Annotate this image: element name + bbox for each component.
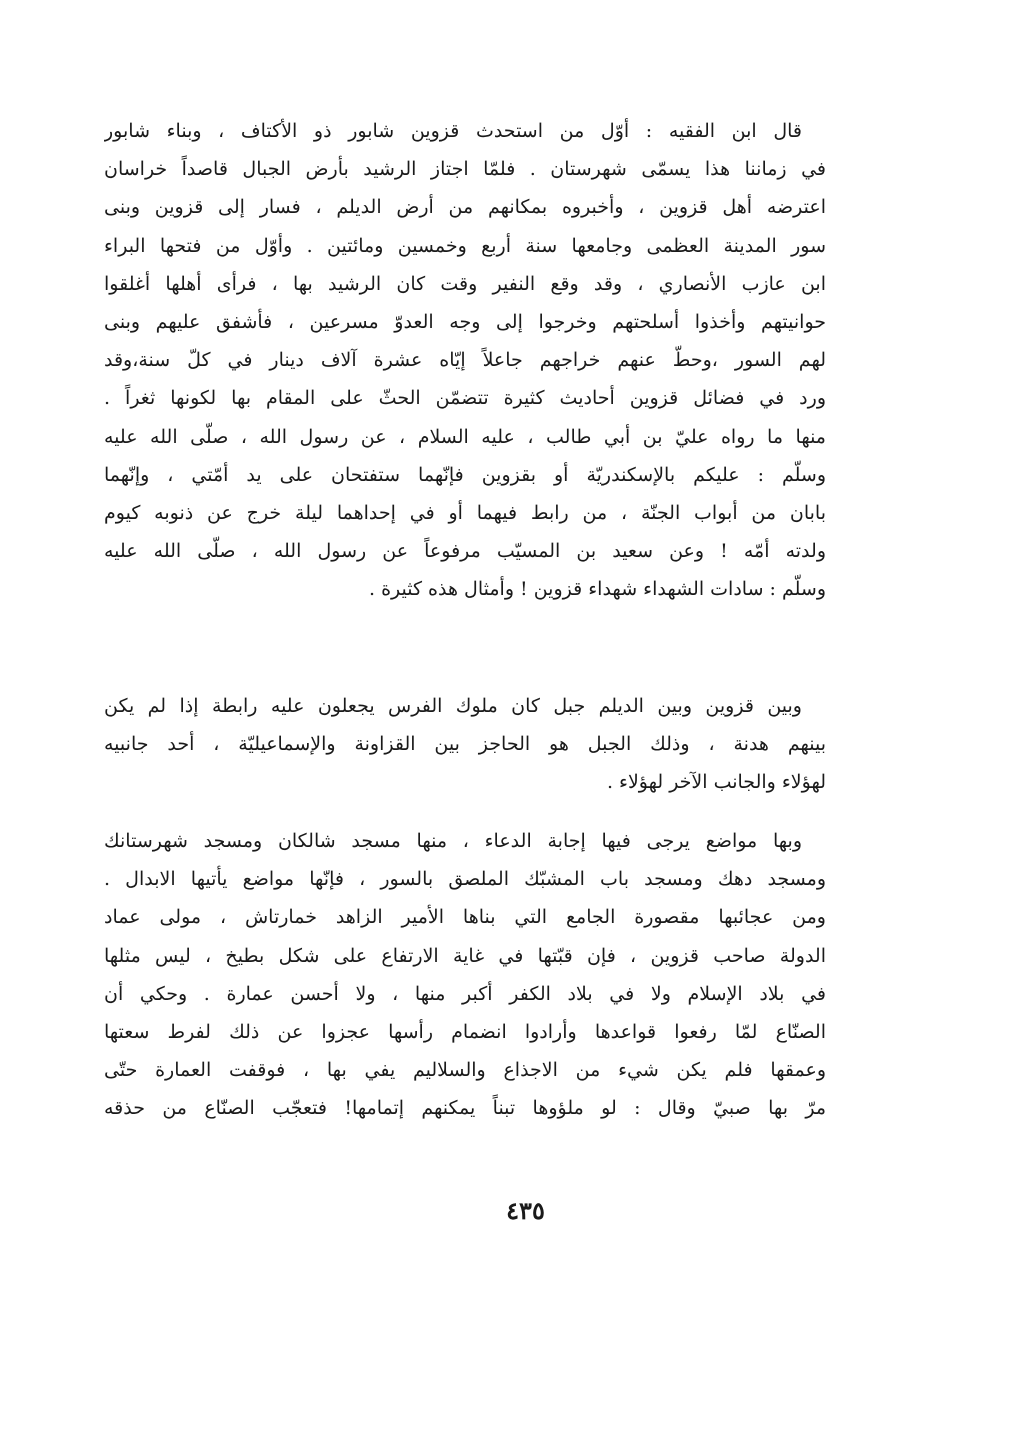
text-line: اعترضه أهل قزوين ، وأخبروه بمكانهم من أرض الديلم ، فسار إلى قزوين وبنى — [104, 196, 826, 219]
text-line: ومن عجائبها مقصورة الجامع التي بناها الأمير الزاهد خمارتاش ، مولى عماد — [104, 906, 826, 929]
text-line: ورد في فضائل قزوين أحاديث كثيرة تتضمّن الحثّ على المقام بها لكونها ثغراً . — [104, 387, 826, 410]
text-line: لهؤلاء والجانب الآخر لهؤلاء . — [606, 771, 826, 794]
page-number: ٤٣٥ — [506, 1196, 545, 1225]
text-line: وسلّم : سادات الشهداء شهداء قزوين ! وأمثال هذه كثيرة . — [368, 578, 826, 601]
paragraph-3 — [104, 822, 826, 1128]
text-line: حوانيتهم وأخذوا أسلحتهم وخرجوا إلى وجه العدوّ مسرعين ، فأشفق عليهم وبنى — [104, 310, 826, 333]
text-line: ومسجد دهك ومسجد باب المشبّك الملصق بالسور ، فإنّها مواضع يأتيها الابدال . — [104, 868, 826, 891]
text-line: الصنّاع لمّا رفعوا قواعدها وأرادوا انضمام رأسها عجزوا عن ذلك لفرط سعتها — [104, 1020, 826, 1043]
text-line: ابن عازب الأنصاري ، وقد وقع النفير وقت كان الرشيد بها ، فرأى أهلها أغلقوا — [104, 272, 826, 295]
text-line: منها ما رواه عليّ بن أبي طالب ، عليه السلام ، عن رسول الله ، صلّى الله عليه — [104, 425, 826, 448]
text-line: وبين قزوين وبين الديلم جبل كان ملوك الفرس يجعلون عليه رابطة إذا لم يكن — [104, 695, 802, 717]
paragraph-1 — [104, 112, 826, 608]
text-line: الدولة صاحب قزوين ، فإن قبّتها في غاية الارتفاع على شكل بطيخ ، ليس مثلها — [104, 944, 826, 967]
text-line: وسلّم : عليكم بالإسكندريّة أو بقزوين فإنّهما ستفتحان على يد أمّتي ، وإنّهما — [104, 463, 826, 486]
text-line: لهم السور ،وحطّ عنهم خراجهم جاعلاً إيّاه عشرة آلاف دينار في كلّ سنة،وقد — [104, 349, 826, 372]
text-line: في بلاد الإسلام ولا في بلاد الكفر أكبر منها ، ولا أحسن عمارة . وحكي أن — [104, 982, 826, 1005]
text-line: في زماننا هذا يسمّى شهرستان . فلمّا اجتاز الرشيد بأرض الجبال قاصداً خراسان — [104, 158, 826, 181]
text-line: ولدته أمّه ! وعن سعيد بن المسيّب مرفوعاً عن رسول الله ، صلّى الله عليه — [104, 540, 826, 563]
text-line: بينهم هدنة ، وذلك الجبل هو الحاجز بين القزاونة والإسماعيليّة ، أحد جانبيه — [104, 733, 826, 756]
text-line: سور المدينة العظمى وجامعها سنة أربع وخمسين ومائتين . وأوّل من فتحها البراء — [104, 234, 826, 257]
text-line: بابان من أبواب الجنّة ، من رابط فيهما أو في إحداهما ليلة خرج عن ذنوبه كيوم — [104, 501, 826, 524]
text-line: وعمقها فلم يكن شيء من الاجذاع والسلاليم يفي بها ، فوقفت العمارة حتّى — [104, 1059, 826, 1082]
text-line: مرّ بها صبيّ وقال : لو ملؤوها تبناً يمكنهم إتمامها! فتعجّب الصنّاع من حذقه — [104, 1097, 826, 1120]
paragraph-2 — [104, 687, 826, 802]
text-line: قال ابن الفقيه : أوّل من استحدث قزوين شابور ذو الأكتاف ، وبناء شابور — [104, 120, 802, 142]
text-line: وبها مواضع يرجى فيها إجابة الدعاء ، منها مسجد شالكان ومسجد شهرستانك — [104, 830, 802, 852]
